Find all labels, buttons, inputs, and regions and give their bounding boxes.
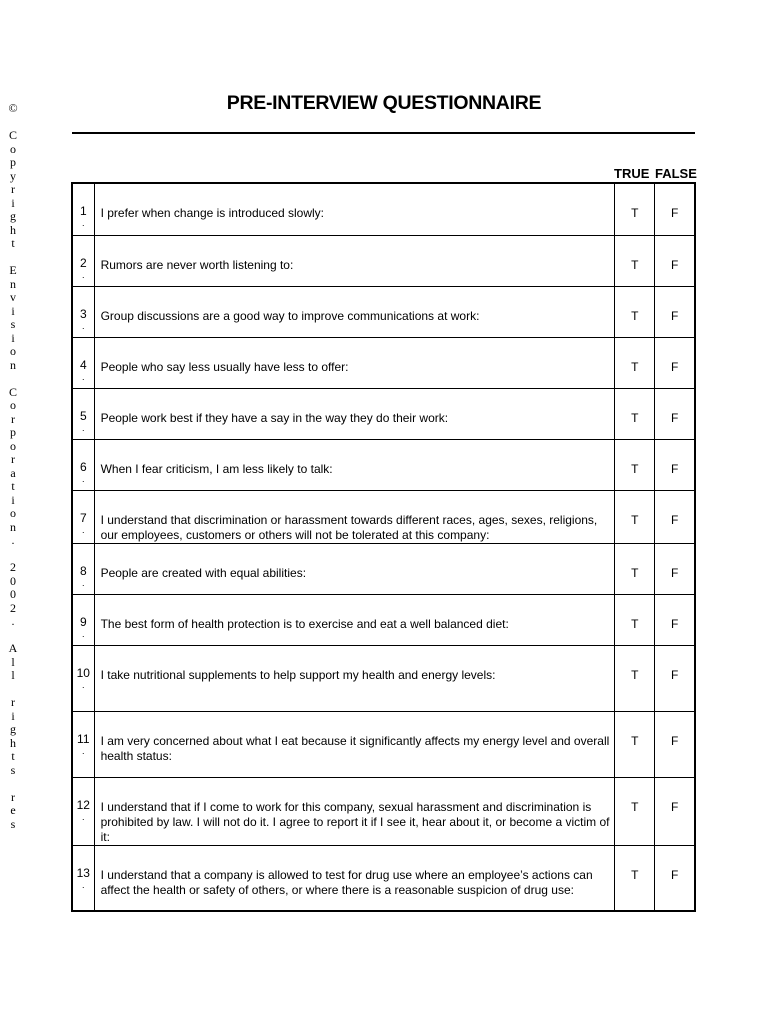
question-text: I understand that a company is allowed to test for drug use where an employee’s actions can affect the health or safety of others, or where there is a reasonable suspicion of drug use:	[94, 845, 615, 911]
false-option[interactable]: F	[655, 711, 695, 777]
question-number	[72, 594, 94, 645]
true-option[interactable]: T	[615, 388, 655, 439]
number-dot: .	[82, 422, 85, 433]
question-number-text: 5	[79, 408, 87, 423]
true-option[interactable]: T	[615, 439, 655, 490]
questionnaire-table	[71, 182, 696, 912]
question-number	[72, 286, 94, 337]
question-number	[72, 235, 94, 286]
question-number	[72, 543, 94, 594]
false-option[interactable]: F	[655, 777, 695, 845]
question-number	[72, 845, 94, 911]
question-text: The best form of health protection is to exercise and eat a well balanced diet:	[94, 594, 615, 645]
question-row	[72, 183, 695, 235]
question-text: People who say less usually have less to offer:	[94, 337, 615, 388]
page-title: PRE-INTERVIEW QUESTIONNAIRE	[226, 92, 542, 114]
number-dot: .	[82, 218, 85, 228]
question-row	[72, 490, 695, 543]
question-row	[72, 286, 695, 337]
question-row	[72, 845, 695, 911]
question-text: I am very concerned about what I eat because it significantly affects my energy level and overall health status:	[94, 711, 615, 777]
question-number	[72, 777, 94, 845]
true-option[interactable]: T	[615, 594, 655, 645]
true-option[interactable]: T	[615, 337, 655, 388]
false-option[interactable]: F	[655, 337, 695, 388]
question-row	[72, 235, 695, 286]
false-option[interactable]: F	[655, 183, 695, 235]
question-text: People are created with equal abilities:	[94, 543, 615, 594]
question-text: I understand that if I come to work for this company, sexual harassment and discrimination is prohibited by law. I will not do it. I agree to report it if I see it, hear about it, or become a victim of it:	[94, 777, 615, 845]
question-row	[72, 439, 695, 490]
question-number-text: 11	[77, 731, 90, 746]
question-number-text: 12	[76, 797, 90, 812]
question-row	[72, 711, 695, 777]
false-option[interactable]: F	[655, 388, 695, 439]
false-option[interactable]: F	[655, 286, 695, 337]
question-text: Rumors are never worth listening to:	[94, 235, 615, 286]
question-number-text: 9	[79, 614, 87, 629]
question-number	[72, 388, 94, 439]
question-row	[72, 645, 695, 711]
sidebar-copyright: © C o p y r i g h t E n v i s i o n C o r p o r a t i o n . 2 0 0 2 . A l l r i g h t s r e s	[8, 101, 18, 831]
false-option[interactable]: F	[655, 645, 695, 711]
question-text: I prefer when change is introduced slowly:	[94, 183, 615, 235]
true-option[interactable]: T	[615, 711, 655, 777]
question-number	[72, 183, 94, 235]
question-row	[72, 594, 695, 645]
true-option[interactable]: T	[615, 183, 655, 235]
question-text: People work best if they have a say in the way they do their work:	[94, 388, 615, 439]
question-text: Group discussions are a good way to improve communications at work:	[94, 286, 615, 337]
question-number	[72, 711, 94, 777]
question-text: When I fear criticism, I am less likely to talk:	[94, 439, 615, 490]
number-dot: .	[82, 320, 85, 331]
number-dot: .	[82, 811, 85, 822]
question-row	[72, 337, 695, 388]
question-number-text: 3	[79, 306, 87, 321]
true-option[interactable]: T	[615, 845, 655, 911]
question-number	[72, 439, 94, 490]
question-text: I take nutritional supplements to help support my health and energy levels:	[94, 645, 615, 711]
false-option[interactable]: F	[655, 235, 695, 286]
question-number	[72, 490, 94, 543]
true-option[interactable]: T	[615, 286, 655, 337]
true-option[interactable]: T	[615, 543, 655, 594]
number-dot: .	[82, 473, 85, 484]
false-option[interactable]: F	[655, 439, 695, 490]
number-dot: .	[82, 524, 85, 535]
question-number-text: 8	[79, 563, 87, 578]
question-row	[72, 543, 695, 594]
number-dot: .	[82, 879, 85, 890]
question-row	[72, 388, 695, 439]
question-number	[72, 645, 94, 711]
question-row	[72, 777, 695, 845]
question-number-text: 1	[79, 204, 87, 218]
true-option[interactable]: T	[615, 235, 655, 286]
title-divider	[72, 132, 695, 134]
question-text: I understand that discrimination or harassment towards different races, ages, sexes, religions, our employees, customers or others will not be tolerated at this company:	[94, 490, 615, 543]
true-column-header: TRUE	[614, 166, 650, 181]
question-number	[72, 337, 94, 388]
number-dot: .	[82, 745, 85, 756]
number-dot: .	[82, 269, 85, 280]
false-option[interactable]: F	[655, 543, 695, 594]
question-number-text: 6	[79, 459, 87, 474]
false-column-header: FALSE	[655, 166, 697, 181]
false-option[interactable]: F	[655, 490, 695, 543]
true-option[interactable]: T	[615, 645, 655, 711]
question-number-text: 10	[76, 665, 90, 680]
false-option[interactable]: F	[655, 845, 695, 911]
true-option[interactable]: T	[615, 777, 655, 845]
number-dot: .	[82, 679, 85, 690]
question-number-text: 13	[76, 865, 90, 880]
question-number-text: 4	[79, 357, 87, 372]
number-dot: .	[82, 577, 85, 588]
question-number-text: 2	[79, 255, 87, 270]
false-option[interactable]: F	[655, 594, 695, 645]
number-dot: .	[82, 371, 85, 382]
true-option[interactable]: T	[615, 490, 655, 543]
question-number-text: 7	[79, 510, 87, 525]
number-dot: .	[82, 628, 85, 639]
